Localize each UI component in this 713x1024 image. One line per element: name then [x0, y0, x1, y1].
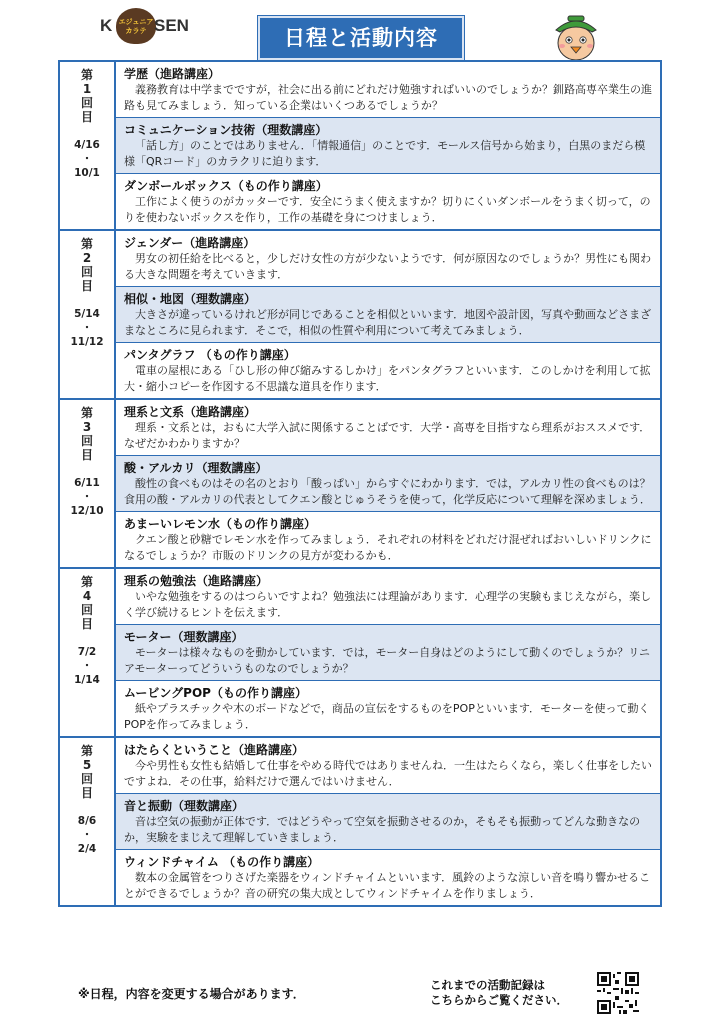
activity-title: パンタグラフ （もの作り講座） — [124, 348, 296, 362]
session-date-separator: ・ — [81, 322, 93, 334]
activity-item — [116, 738, 660, 794]
session-label-char: 第 — [80, 237, 93, 251]
session-label-char: 第 — [80, 575, 93, 589]
session-label — [60, 400, 116, 567]
session-label-char: 第 — [80, 68, 93, 82]
activity-records-text — [430, 978, 568, 1008]
activity-title: ダンボールボックス（もの作り講座） — [124, 179, 328, 193]
activity-item — [116, 625, 660, 681]
session-date-separator: ・ — [81, 491, 93, 503]
activity-title: 学歴（進路講座） — [124, 67, 221, 81]
session-label — [60, 231, 116, 398]
activity-item — [116, 343, 660, 398]
activity-title: ウィンドチャイム （もの作り講座） — [124, 855, 320, 869]
session-date: 4/16 — [74, 139, 100, 151]
session-label-char: 回 — [80, 603, 93, 617]
activity-description: 紙やプラスチックや木のボードなどで，商品の宣伝をするものをPOPといいます．モーターを使って動くPOPを作ってみましょう． — [124, 702, 650, 731]
activity-description: 「話し方」のことではありません．「情報通信」のことです．モールス信号から始まり，白黒のまだら模様「QRコード」のカラクリに迫ります． — [124, 139, 646, 168]
activity-item — [116, 681, 660, 736]
schedule-change-note: ※日程，内容を変更する場合があります． — [78, 987, 305, 1001]
activity-title: 酸・アルカリ（理数講座） — [124, 461, 268, 475]
session-2 — [60, 231, 660, 400]
activity-description: 大きさが違っているけれど形が同じであることを相似といいます．地図や設計図，写真や動画などさまざまなところに見られます．そこで，相似の性質や利用について考えてみましょう． — [124, 308, 652, 337]
session-label-char: 5 — [82, 758, 92, 772]
session-date: 6/11 — [74, 477, 100, 489]
session-dates — [74, 138, 100, 180]
activity-item — [116, 174, 660, 229]
lightbulb-icon — [116, 8, 156, 44]
activity-description: モーターは様々なものを動かしています．では，モーター自身はどのようにして動くのでしょうか？リニアモーターってどういうものなのでしょうか？ — [124, 646, 651, 675]
activity-records-line: こちらからご覧ください． — [430, 993, 568, 1007]
activity-description: 音は空気の振動が正体です．ではどうやって空気を振動させるのか，そもそも振動ってどんな動きなのか，実験をまじえて理解していきましょう． — [124, 815, 641, 844]
session-label — [60, 738, 116, 905]
activity-title: ムービングPOP（もの作り講座） — [124, 686, 307, 700]
activity-title: 相似・地図（理数講座） — [124, 292, 257, 306]
activity-description: 酸性の食べものはその名のとおり「酸っぱい」からすぐにわかります．では，アルカリ性の食べものは？食用の酸・アルカリの代表としてクエン酸とじゅうそうを使って，化学反応について理解を深めましょう． — [124, 477, 651, 506]
session-label-char: 目 — [80, 279, 93, 293]
session-label-char: 目 — [80, 110, 93, 124]
activity-item — [116, 850, 660, 905]
activity-records-line: これまでの活動記録は — [430, 978, 545, 992]
activity-item — [116, 794, 660, 850]
activity-title: コミュニケーション技術（理数講座） — [124, 123, 328, 137]
session-label-char: 3 — [82, 420, 92, 434]
session-label-char: 回 — [80, 434, 93, 448]
session-date: 8/6 — [77, 815, 97, 827]
session-dates — [70, 307, 103, 349]
session-date: 1/14 — [74, 674, 100, 686]
session-label-char: 回 — [80, 772, 93, 786]
session-label-char: 2 — [82, 251, 92, 265]
activity-title: あまーいレモン水（もの作り講座） — [124, 517, 317, 531]
activity-item — [116, 512, 660, 567]
session-date-separator: ・ — [81, 153, 93, 165]
activity-item — [116, 231, 660, 287]
session-label-char: 回 — [80, 265, 93, 279]
page-title: 日程と活動内容 — [258, 16, 464, 60]
activity-item — [116, 62, 660, 118]
activity-item — [116, 569, 660, 625]
activity-title: 理系の勉強法（進路講座） — [124, 574, 269, 588]
session-date: 11/12 — [70, 336, 104, 348]
qr-code-icon[interactable] — [597, 972, 639, 1014]
session-dates — [74, 645, 100, 687]
activity-item — [116, 456, 660, 512]
session-label-char: 第 — [80, 406, 93, 420]
logo-letter-k: K — [100, 16, 113, 35]
activity-title: 音と振動（理数講座） — [124, 799, 245, 813]
logo-letters-sen: SEN — [154, 16, 189, 35]
session-label-char: 目 — [80, 786, 93, 800]
activity-description: クエン酸と砂糖でレモン水を作ってみましょう．それぞれの材料をどれだけ混ぜればおいしいドリンクになるでしょうか？市販のドリンクの見方が変わるかも． — [124, 533, 652, 562]
session-date: 5/14 — [74, 308, 100, 320]
activity-title: 理系と文系（進路講座） — [124, 405, 257, 419]
activity-item — [116, 400, 660, 456]
activity-item — [116, 287, 660, 343]
schedule-table — [58, 60, 662, 907]
session-3 — [60, 400, 660, 569]
session-4 — [60, 569, 660, 738]
activity-title: モーター（理数講座） — [124, 630, 244, 644]
activity-description: 男女の初任給を比べると，少しだけ女性の方が少ないようです．何が原因なのでしょうか？男性にも関わる大きな問題を考えていきます． — [124, 252, 652, 281]
session-label-char: 回 — [80, 96, 93, 110]
session-label-char: 目 — [80, 448, 93, 462]
session-date: 2/4 — [77, 843, 97, 855]
session-date: 12/10 — [70, 505, 104, 517]
session-label — [60, 62, 116, 229]
activity-item — [116, 118, 660, 174]
session-date: 10/1 — [74, 167, 100, 179]
activity-description: 数本の金属管をつりさげた楽器をウィンドチャイムといいます．風鈴のような涼しい音を鳴り響かせることができるでしょうか？音の研究の集大成としてウィンドチャイムを作りましょう． — [124, 871, 651, 900]
session-1 — [60, 62, 660, 231]
session-label-char: 1 — [82, 82, 92, 96]
session-label — [60, 569, 116, 736]
session-date: 7/2 — [77, 646, 97, 658]
session-date-separator: ・ — [81, 660, 93, 672]
activity-description: 今や男性も女性も結婚して仕事をやめる時代ではありませんね．一生はたらくなら，楽しく仕事をしたいですよね．その仕事，給料だけで選んではいけません． — [124, 759, 652, 788]
session-dates — [78, 814, 96, 856]
session-5 — [60, 738, 660, 905]
activity-description: 電車の屋根にある「ひし形の伸び縮みするしかけ」をパンタグラフといいます．このしかけを利用して拡大・縮小コピーを作図する不思議な道具を作ります． — [124, 364, 651, 393]
kosen-logo — [100, 8, 190, 44]
activity-title: ジェンダー（進路講座） — [124, 236, 256, 250]
session-label-char: 目 — [80, 617, 93, 631]
mascot-icon — [548, 10, 604, 62]
activity-description: 義務教育は中学までですが，社会に出る前にどれだけ勉強すればいいのでしょうか？釧路高専卒業生の進路も見てみましょう．知っている企業はいくつあるでしょうか？ — [124, 83, 652, 112]
activity-description: 理系・文系とは，おもに大学入試に関係することばです．大学・高専を目指すなら理系がおススメです．なぜだかわかりますか？ — [124, 421, 651, 450]
logo-bulb-text: エジュニア カラテ — [118, 18, 154, 35]
activity-title: はたらくということ（進路講座） — [124, 743, 305, 757]
session-label-char: 4 — [82, 589, 92, 603]
session-dates — [70, 476, 103, 518]
activity-description: 工作によく使うのがカッターです．安全にうまく使えますか？切りにくいダンボールをうまく切って，のりを使わないボックスを作り，工作の基礎を身につけましょう． — [124, 195, 651, 224]
session-date-separator: ・ — [81, 829, 93, 841]
session-label-char: 第 — [80, 744, 93, 758]
activity-description: いやな勉強をするのはつらいですよね？勉強法には理論があります．心理学の実験もまじえながら，楽しく学び続けるヒントを伝えます． — [124, 590, 652, 619]
